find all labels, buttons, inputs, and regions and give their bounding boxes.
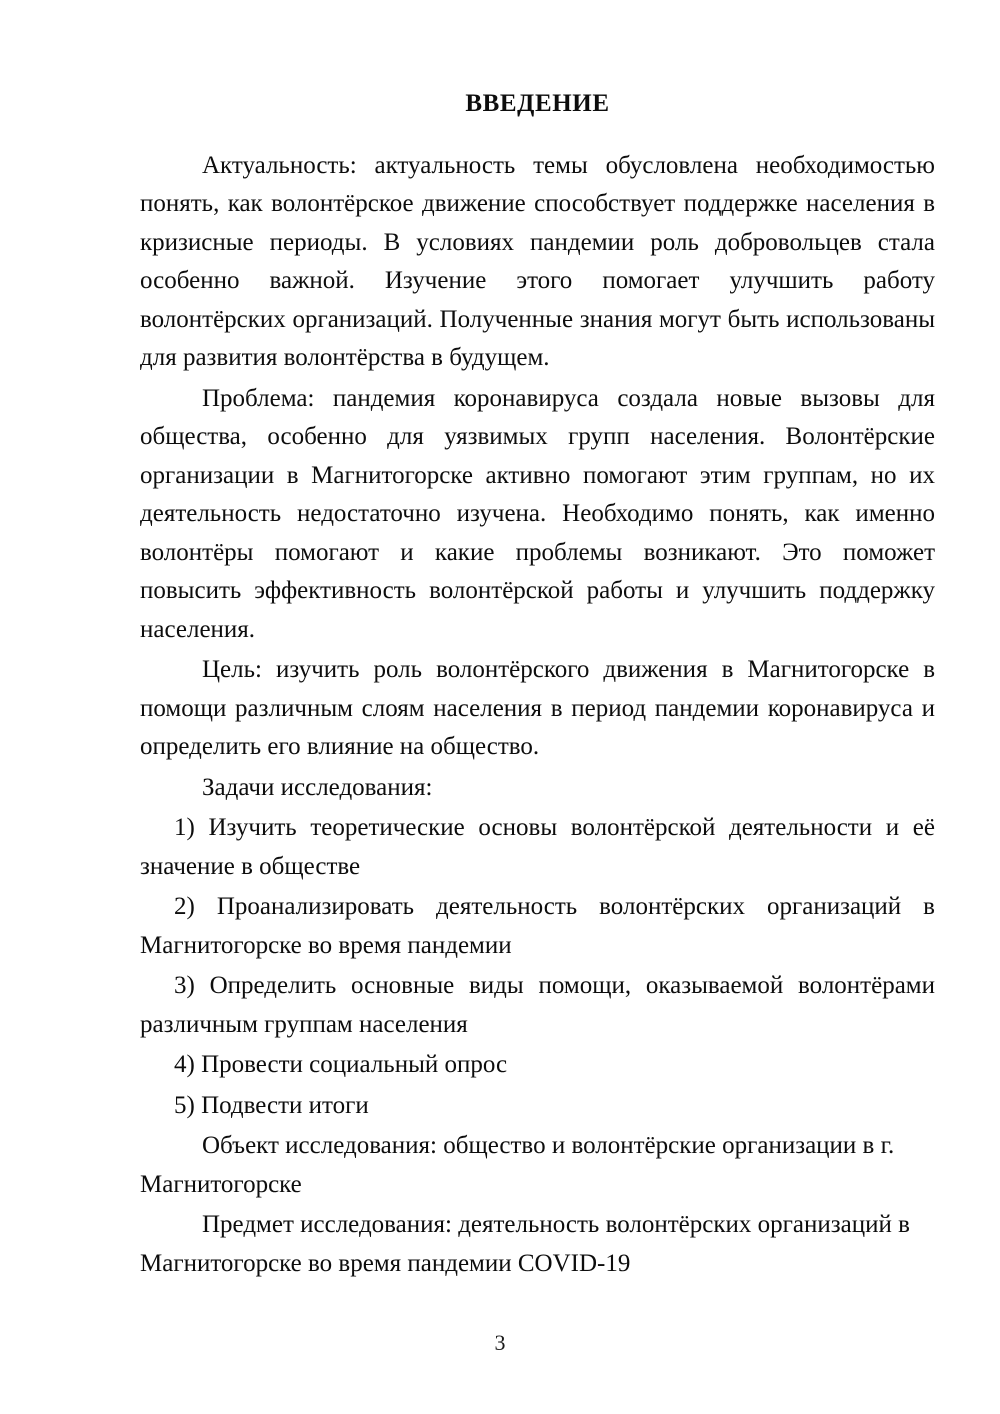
list-item: 3) Определить основные виды помощи, оказываемой волонтёрами различным группам населения — [140, 972, 935, 1038]
document-body — [140, 88, 935, 1285]
page-number: 3 — [494, 1330, 506, 1355]
list-item: 1) Изучить теоретические основы волонтёрской деятельности и её значение в обществе — [140, 814, 935, 880]
page-title: ВВЕДЕНИЕ — [465, 90, 610, 117]
paragraph-object: Объект исследования: общество и волонтёрские организации в г. Магнитогорске — [140, 1132, 895, 1198]
paragraph-subject: Предмет исследования: деятельность волонтёрских организаций в Магнитогорске во время пандемии COVID-19 — [140, 1211, 910, 1277]
paragraph-tasks-heading: Задачи исследования: — [202, 773, 433, 801]
list-item: 5) Подвести итоги — [174, 1091, 369, 1119]
paragraph-goal: Цель: изучить роль волонтёрского движения в Магнитогорске в помощи различным слоям населения в период пандемии коронавируса и определить его влияние на общество. — [140, 656, 935, 760]
list-item: 2) Проанализировать деятельность волонтёрских организаций в Магнитогорске во время пандемии — [140, 893, 935, 959]
paragraph-relevance: Актуальность: актуальность темы обусловлена необходимостью понять, как волонтёрское движение способствует поддержке населения в кризисные периоды. В условиях пандемии роль добровольцев стала особенно важной. Изучение этого помогает улучшить работу волонтёрских организаций. Полученные знания могут быть использованы для развития волонтёрства в будущем. — [140, 151, 935, 371]
paragraph-problem: Проблема: пандемия коронавируса создала новые вызовы для общества, особенно для уязвимых групп населения. Волонтёрские организации в Магнитогорске активно помогают этим группам, но их деятельность недостаточно изучена. Необходимо понять, как именно волонтёры помогают и какие проблемы возникают. Это поможет повысить эффективность волонтёрской работы и улучшить поддержку населения. — [140, 384, 935, 643]
list-item: 4) Провести социальный опрос — [174, 1051, 508, 1078]
